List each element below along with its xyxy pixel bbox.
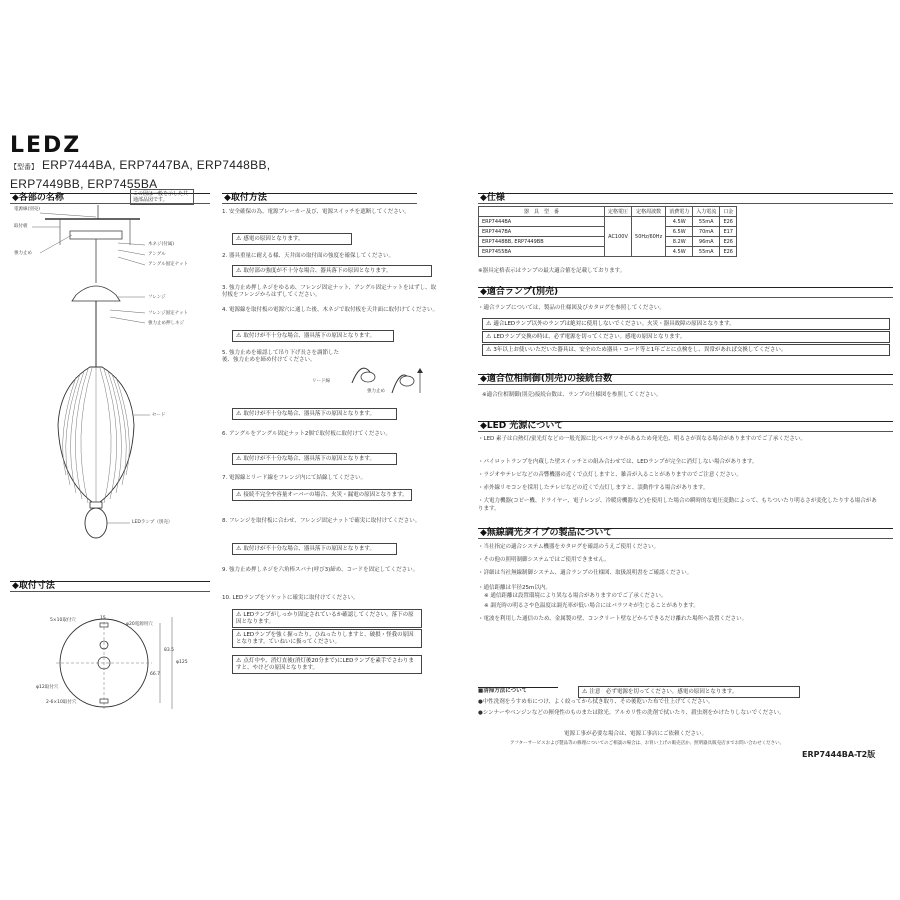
spec-cell: 6.5W [666,227,693,237]
step-9: 9. 強力止め押しネジを六角棒スパナ(呼び3)締め、コードを固定してください。 [222,567,419,573]
table-row [479,217,737,227]
spec-cell: 50Hz/60Hz [632,217,666,257]
warning-icon: ⚠ [236,332,242,339]
install-column [222,193,440,673]
warning-10b: ⚠ LEDランプを強く握ったり、ひねったりしますと、破損・怪我の原因となります。ていねいに扱ってください。 [232,629,422,648]
label-strong-stop-2: 強力止め [367,389,385,394]
spec-header: 定格周波数 [632,207,666,217]
warning-10c: ⚠ 点灯中や、消灯直後(消灯後20分まで)にLEDランプを素手でさわりますと、やけどの原因となります。 [232,655,422,674]
document-code: ERP7444BA-T2版 [802,750,876,759]
spec-table [478,206,737,257]
led-section-title: ◆LED 光源について [478,421,893,432]
brand-logo: LEDZ [10,133,82,158]
warning-2: ⚠ 取付部の強度が不十分な場合、器具落下の原因となります。 [232,265,432,277]
warning-icon: ⚠ [236,455,242,462]
wireless-bullet-5: ・電波を利用した通信のため、金属製の壁、コンクリート壁などからできるだけ離れた場所へ設置ください。 [478,616,748,622]
model-numbers [10,157,290,193]
wireless-bullet-2: ・その他の照明制御システムではご使用できません。 [478,557,610,563]
spec-cell: 55mA [693,217,720,227]
step-10: 10. LEDランプをソケットに確実に取付けてください。 [222,595,359,601]
spec-cell: 4.5W [666,247,693,257]
warning-icon: ⚠ [486,333,492,340]
care-bullet-2: ●シンナーやベンジンなどの揮発性のものまたは除光、アルカリ性の洗剤で拭いたり、殺虫剤をかけたりしないでください。 [478,710,785,716]
label-shade: セード [152,413,166,418]
warning-icon: ⚠ [236,611,242,618]
warning-icon: ⚠ [486,346,492,353]
spec-header: 定格電圧 [605,207,632,217]
model-line-1: ERP7444BA, ERP7447BA, ERP7448BB, [42,158,271,172]
warning-8: ⚠ 取付けが不十分な場合、器具落下の原因となります。 [232,543,397,555]
warning-icon: ⚠ [236,267,242,274]
spec-cell: E26 [720,217,737,227]
footer-line-1: 電源工事が必要な場合は、電源工事店にご依頼ください。 [564,731,708,737]
warning-icon: ⚠ [582,688,588,695]
parts-note: この図は一般を示した共通部品図です。 [130,189,194,205]
label-angle: アングル [148,252,166,257]
step-4: 4. 電源線を取付板の電源穴に通した後、木ネジで取付板を天井面に取付けてください。 [222,307,438,313]
spec-cell: AC100V [605,217,632,257]
dim-label-power-hole: φ20電源用穴 [126,622,153,627]
care-warning: ⚠ 注意 必ず電源を切ってください。感電の原因となります。 [578,686,800,698]
care-title: ■清掃方法について [478,687,558,695]
led-bullet-3: ・ラジオやテレビなどの音響機器の近くで点灯しますと、雑音が入ることがありますのでご注意ください。 [478,472,742,478]
spec-cell: 4.5W [666,217,693,227]
spec-cell: 96mA [693,237,720,247]
warning-icon: ⚠ [236,631,242,638]
warning-10a: ⚠ LEDランプがしっかり固定されているか確認してください。落下の原因となります。 [232,609,422,628]
lamp-section-title: ◆適合ランプ(別売) [478,287,893,298]
label-flange-nut: フレンジ固定ナット [148,311,189,316]
warning-icon: ⚠ [236,235,242,242]
led-bullet-4: ・赤外線リモコンを採用したテレビなどの近くで点灯しますと、誤動作する場合があります。 [478,485,709,491]
dim-label-66: 66.7 [150,672,161,677]
label-led-lamp: LEDランプ（別売） [132,520,173,525]
lamp-warning-1: ⚠ 適合LEDランプ以外のランプは絶対に使用しないでください。火災・器具故障の原因となります。 [482,318,890,330]
label-flange: フレンジ [148,295,166,300]
label-lead-wire: リード線 [312,379,330,384]
warning-1: ⚠ 感電の原因となります。 [232,233,352,245]
dim-label-slot: 5×10取付穴 [50,618,76,623]
lamp-warning-3: ⚠ 3年以上お使いいただいた器具は、安全のため器具・コード等と1年ごとに点検をし、異常があれば交換してください。 [482,344,890,356]
step-6: 6. アングルをアングル固定ナット2個で取付板に取付けてください。 [222,431,391,437]
spec-cell: 8.2W [666,237,693,247]
warning-icon: ⚠ [236,657,242,664]
spec-cell: 70mA [693,227,720,237]
spec-cell: ERP7444BA [479,217,605,227]
dims-section-title: ◆取付寸法 [10,581,210,592]
dimmer-line: ※適合位相制御(別売)接続台数は、ランプの仕様図を参照してください。 [482,392,662,398]
wireless-bullet-4: ・通信距離は半径25m以内。 [478,585,551,591]
warning-7: ⚠ 接続不完全や容量オーバーの場合、火災・漏電の原因となります。 [232,489,412,501]
spec-header-row [479,207,737,217]
spec-note: ※器具定格表示はランプの最大適合値を記載しております。 [478,268,626,274]
dim-label-83: 83.5 [164,648,175,653]
led-bullet-2: ・パイロットランプを内蔵した壁スイッチとの組み合わせでは、LEDランプが完全に消灯しない場合があります。 [478,459,758,465]
dim-label-12-hole: φ12取付穴 [36,685,59,690]
spec-header: 器 具 型 番 [479,207,605,217]
spec-cell: ERP7447BA [479,227,605,237]
wireless-section-title: ◆無線調光タイプの製品について [478,528,893,539]
warning-icon: ⚠ [236,410,242,417]
label-mount-plate: 取付板 [14,224,28,229]
spec-cell: E26 [720,247,737,257]
dim-label-15: 15 [100,616,106,621]
spec-header: 口金 [720,207,737,217]
spec-cell: 55mA [693,247,720,257]
spec-cell: E26 [720,237,737,247]
model-tag: 【型番】 [10,164,38,171]
label-wood-screw: 木ネジ(付属) [148,242,175,247]
step-3: 3. 強力止め押しネジをゆるめ、フレンジ固定ナット、アングル固定ナットをはずし、取付板をフレンジからはずしてください。 [222,285,437,298]
label-set-screw: 強力止め押しネジ [148,321,184,326]
step-1: 1. 安全確保の為、電源ブレーカー及び、電源スイッチを遮断してください。 [222,209,410,215]
spec-cell: ERP7455BA [479,247,605,257]
wireless-bullet-3: ・詳細は当社無線制御システム、適合ランプの仕様図、取扱説明書をご確認ください。 [478,570,693,576]
step-5: 5. 強力止めを確認して吊り下げ長さを調節した後、強力止めを締め付けてください。 [222,350,339,363]
warning-6: ⚠ 取付けが不十分な場合、器具落下の原因となります。 [232,453,397,465]
warning-icon: ⚠ [486,320,492,327]
spec-header: 入力電流 [693,207,720,217]
dim-label-2-holes: 2-6×10取付穴 [46,700,77,705]
warning-icon: ⚠ [236,545,242,552]
care-bullet-1: ●中性洗剤をうすめ布につけ、よく絞ってから拭き取り、その後乾いた布で仕上げてください。 [478,699,714,705]
step-2: 2. 器具重量に耐える様、天井面の取付面の強度を確保してください。 [222,253,394,259]
label-angle-nut: アングル固定ナット [148,262,189,267]
model-line-2: ERP7449BB, ERP7455BA [10,177,158,191]
step-7: 7. 電源線とリード線をフレンジ内にて結線してください。 [222,475,367,481]
wireless-bullet-1: ・当社指定の適合システム機器をカタログを確認のうえご使用ください。 [478,544,659,550]
install-section-title: ◆取付方法 [222,193,417,204]
spec-header: 消費電力 [666,207,693,217]
step-8: 8. フレンジを取付板に合わせ、フレンジ固定ナットで確実に取付けてください。 [222,518,421,524]
warning-5: ⚠ 取付けが不十分な場合、器具落下の原因となります。 [232,408,397,420]
strong-stop-illustration [332,353,432,403]
lamp-warning-2: ⚠ LEDランプ交換の時は、必ず電源を切ってください。感電の原因となります。 [482,331,890,343]
parts-section-title: ◆各部の名称 [10,193,210,204]
warning-icon: ⚠ [236,491,242,498]
spec-cell: E17 [720,227,737,237]
wireless-bullet-4a: ※ 通信距離は設置環境により異なる場合がありますのでご了承ください。 [484,593,667,599]
wireless-bullet-4b: ※ 調光時の明るさや色温度は調光率が低い場合にはバラツキが生じることがあります。 [484,603,699,609]
lamp-parts-diagram [10,205,220,555]
dim-label-125: φ125 [176,660,188,665]
label-power-wire: 電源線(別売) [14,207,41,212]
lamp-line: ・適合ランプについては、製品の仕様図及びカタログを参照してください。 [478,305,665,311]
label-strong-stop: 強力止め [14,251,32,256]
dimmer-section-title: ◆適合位相制御(別売)の接続台数 [478,374,893,385]
warning-4: ⚠ 取付けが不十分な場合、器具落下の原因となります。 [232,330,394,342]
spec-section-title: ◆仕様 [478,193,893,204]
footer-line-2: アフターサービスおよび製品等の修理についてのご相談の場合は、お買い上げの販売店か、照明器具販売店までお問い合わせください。 [510,741,785,746]
led-bullet-5: ・大電力機器(コピー機、ドライヤー、電子レンジ、冷暖房機器など)を使用した場合の瞬時的な電圧変動によって、もちついたり明るさが変化したりする場合があります。 [478,498,877,512]
spec-cell: ERP7448BB, ERP7449BB [479,237,605,247]
led-bullet-1: ・LED 素子は白熱灯/蛍光灯などの一般光源に比べバラツキがあるため発光色、明るさが異なる場合がありますのでご了承ください。 [478,436,806,442]
